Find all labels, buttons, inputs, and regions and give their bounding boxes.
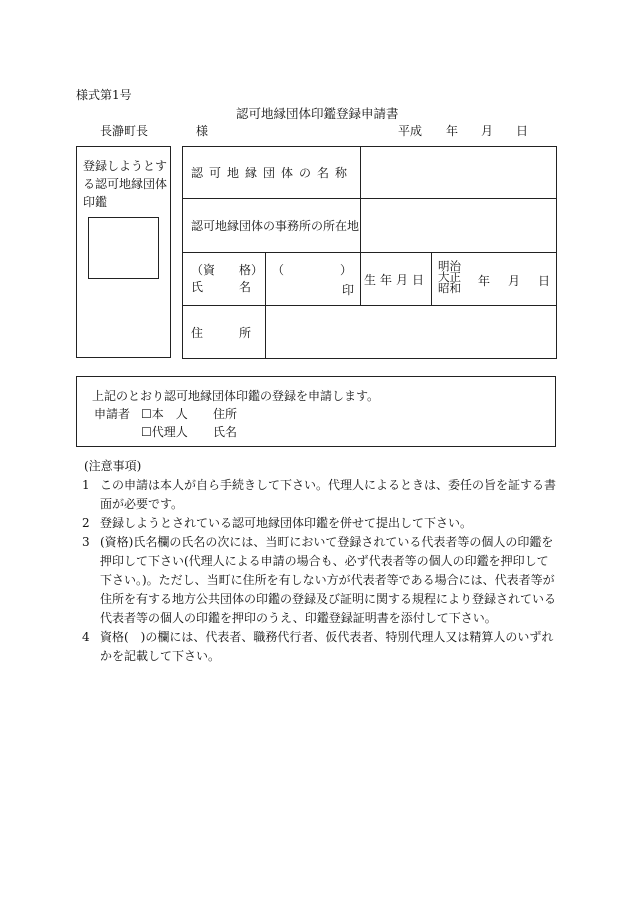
group-name-label: 認可地縁団体の名称	[183, 147, 361, 199]
date-month: 月	[481, 124, 494, 138]
address-label: 住 所	[183, 306, 266, 359]
applicant-label: 申請者	[94, 407, 131, 421]
agent-checkbox[interactable]: ☐代理人	[141, 425, 188, 439]
group-name-field[interactable]	[361, 147, 557, 199]
note-item: 4 資格( )の欄には、代表者、職務代行者、仮代表者、特別代理人又は精算人のいずれかを記載して下さい。	[82, 630, 554, 663]
form-number: 様式第1号	[76, 88, 132, 102]
notes-heading: (注意事項)	[84, 459, 142, 473]
note-item: 1 この申請は本人が自ら手続きして下さい。代理人によるときは、委任の旨を証する書面が必要です。	[82, 478, 557, 511]
notes-section	[76, 457, 556, 666]
application-box	[76, 376, 556, 447]
qualification-name-label: （資 格） 氏 名	[183, 253, 266, 306]
representative-name-field[interactable]: （ ） 印	[266, 253, 361, 306]
date-day: 日	[516, 124, 529, 138]
application-statement: 上記のとおり認可地縁団体印鑑の登録を申請します。	[92, 389, 380, 403]
applicant-address-label: 住所	[213, 407, 238, 421]
office-address-field[interactable]	[361, 199, 557, 253]
honorific: 様	[196, 124, 209, 138]
applicant-name-label: 氏名	[213, 425, 238, 439]
seal-impression-area[interactable]	[88, 217, 159, 279]
birthdate-label: 生年月日	[361, 253, 432, 306]
note-item: 3 (資格)氏名欄の氏名の次には、当町において登録されている代表者等の個人の印鑑を押印して下さい(代理人による申請の場合も、必ず代表者等の個人の印鑑を押印して下さい。)。ただし、当町に住所を有しない方が代表者等である場合には、代表者等が住所を有する地方公共団体の印鑑の登録及び証明に関する規程により登録されている代表者等の個人の印鑑を押印のうえ、印鑑登録証明書を添付して下さい。	[82, 535, 557, 625]
note-item: 2 登録しようとされている認可地縁団体印鑑を併せて提出して下さい。	[82, 516, 473, 530]
address-field[interactable]	[266, 306, 557, 359]
addressee: 長瀞町長	[100, 124, 149, 138]
seal-mark: 印	[342, 283, 355, 297]
date-year: 年	[446, 124, 459, 138]
self-checkbox[interactable]: ☐本 人	[141, 407, 188, 421]
birthdate-field[interactable]: 明治 大正 昭和 年 月 日	[432, 253, 557, 306]
seal-registration-box	[76, 146, 171, 358]
seal-label: 登録しようとす る認可地縁団体 印鑑	[83, 159, 168, 209]
date-era: 平成	[398, 124, 423, 138]
form-title: 認可地縁団体印鑑登録申請書	[236, 106, 399, 121]
era-options: 明治 大正 昭和	[438, 259, 462, 295]
office-address-label: 認可地縁団体の事務所の所在地	[183, 199, 361, 253]
applicant-info-table	[182, 146, 557, 359]
